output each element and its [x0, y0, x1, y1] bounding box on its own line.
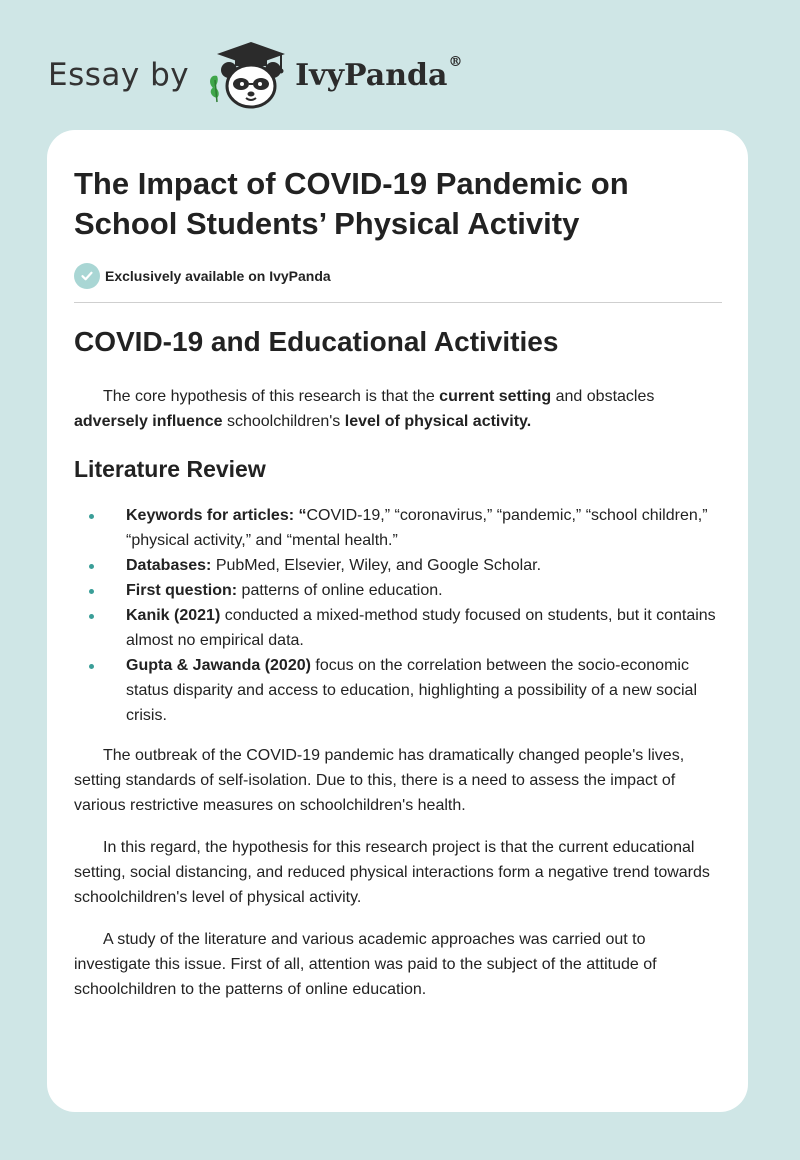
text-run: and obstacles	[551, 388, 655, 405]
list-item	[74, 603, 726, 653]
list-item-text	[126, 607, 716, 649]
bold-text: Gupta & Jawanda (2020)	[126, 657, 311, 674]
body-paragraph-1: The outbreak of the COVID-19 pandemic has dramatically changed people's lives, setting standards of self-isolation. Due to this, there is a need to assess the impact of various restrictive measures on schoolchildren's health.	[74, 747, 685, 814]
text-run: patterns of online education.	[237, 582, 443, 599]
badge-text: Exclusively available on IvyPanda	[105, 268, 331, 284]
list-item	[74, 553, 726, 578]
exclusive-badge	[74, 263, 331, 289]
text-run: focus on the correlation between the socio-economic status disparity and access to education, highlighting a possibility of a new social crisis.	[126, 657, 697, 724]
list-item	[74, 653, 726, 728]
body-paragraph-3: A study of the literature and various academic approaches was carried out to investigate this issue. First of all, attention was paid to the subject of the attitude of schoolchildren to the patterns of online education.	[74, 931, 657, 998]
bullet-icon	[89, 614, 94, 619]
essay-card	[47, 130, 748, 1112]
bullet-icon	[89, 589, 94, 594]
intro-paragraph	[74, 384, 726, 434]
brand-prefix: Essay by	[48, 57, 190, 93]
bold-text: adversely influence	[74, 413, 223, 430]
list-item	[74, 578, 726, 603]
check-circle-icon	[74, 263, 100, 289]
section-heading: COVID-19 and Educational Activities	[74, 326, 559, 357]
text-run: conducted a mixed-method study focused on students, but it contains almost no empirical data.	[126, 607, 716, 649]
bold-text: level of physical activity.	[344, 413, 532, 430]
list-item-text	[126, 582, 443, 599]
bold-text: First question:	[126, 582, 238, 599]
text-run: The core hypothesis of this research is that the	[103, 388, 440, 405]
list-item-text	[126, 507, 708, 549]
registered-mark: ®	[448, 53, 463, 70]
text-run: schoolchildren's	[222, 413, 345, 430]
literature-review-heading: Literature Review	[74, 456, 266, 482]
body-paragraph-2: In this regard, the hypothesis for this research project is that the current educational setting, social distancing, and reduced physical interactions form a negative trend towards schoolchildren's level of physical activity.	[74, 839, 710, 906]
bullet-icon	[89, 514, 94, 519]
ivypanda-logo-icon	[205, 40, 289, 110]
brand-header	[48, 40, 462, 110]
text-run: PubMed, Elsevier, Wiley, and Google Scholar.	[211, 557, 542, 574]
text-run: COVID-19,” “coronavirus,” “pandemic,” “school children,” “physical activity,” and “mental health.”	[126, 507, 708, 549]
bold-text: Kanik (2021)	[126, 607, 221, 624]
brand-name: IvyPanda®	[295, 53, 463, 93]
bold-text: Databases:	[126, 557, 212, 574]
essay-title: The Impact of COVID-19 Pandemic on School Students’ Physical Activity	[74, 166, 629, 241]
list-item	[74, 503, 726, 553]
list-item-text	[126, 557, 541, 574]
bold-text: Keywords for articles: “	[126, 507, 307, 524]
title-divider	[74, 302, 722, 303]
bullet-icon	[89, 664, 94, 669]
list-item-text	[126, 657, 697, 724]
bullet-icon	[89, 564, 94, 569]
bold-text: current setting	[439, 388, 552, 405]
literature-list	[74, 503, 726, 728]
